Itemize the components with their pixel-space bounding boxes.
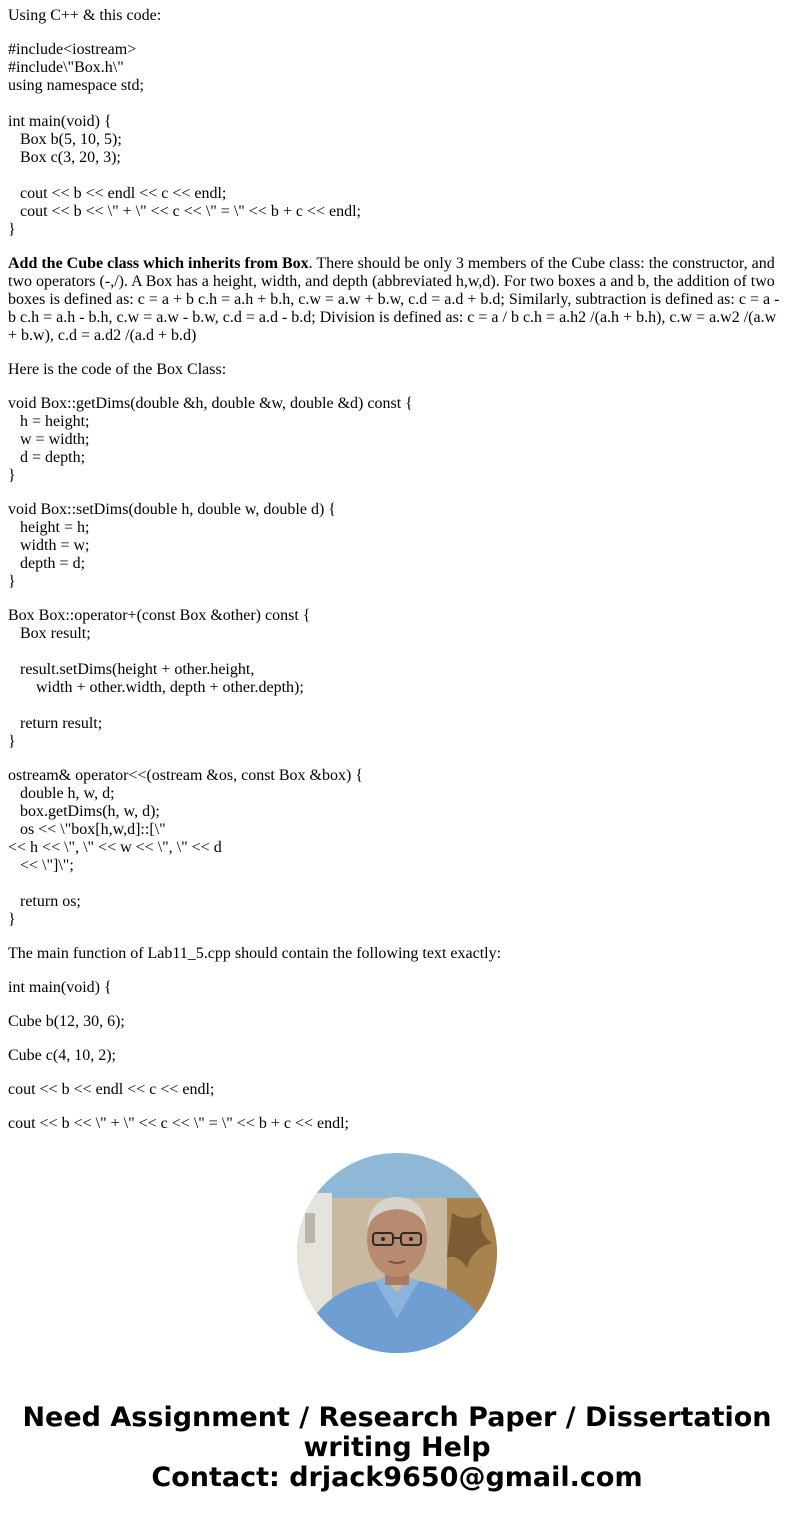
main-line: int main(void) { bbox=[8, 979, 112, 996]
task-lead: Add the Cube class which inherits from Box bbox=[8, 255, 309, 272]
box-operator-plus-code: Box Box::operator+(const Box &other) const { Box result; result.setDims(height + other.height, width + other.width, depth + other.depth); return result; } bbox=[8, 607, 311, 750]
main-line: cout << b << endl << c << endl; bbox=[8, 1081, 215, 1098]
question-body bbox=[8, 7, 786, 1149]
task-rest: . There should be only 3 members of the Cube class: the constructor, and two operators (-,/). A Box has a height, width, and depth (abbreviated h,w,d). For two boxes a and b, the addition of two boxes is defined as: c = a + b c.h = a.h + b.h, c.w = a.w + b.w, c.d = a.d + b.d; Similarly, subtraction is defined as: c = a - b c.h = a.h - b.h, c.w = a.w - b.w, c.d = a.d - b.d; Division is defined as: c = a / b c.h = a.h2 /(a.h + b.h), c.w = a.w2 /(a.w + b.w), c.d = a.d2 /(a.d + b.d) bbox=[8, 255, 784, 344]
box-getdims-code: void Box::getDims(double &h, double &w, double &d) const { h = height; w = width; d = depth; } bbox=[8, 395, 413, 484]
box-stream-operator-code: ostream& operator<<(ostream &os, const Box &box) { double h, w, d; box.getDims(h, w, d); os << \"box[h,w,d]::[\" << h << \", \" << w << \", \" << d << \"]\"; return os; } bbox=[8, 767, 363, 928]
main-line: Cube c(4, 10, 2); bbox=[8, 1047, 116, 1064]
main-line: Cube b(12, 30, 6); bbox=[8, 1013, 125, 1030]
main-function-intro: The main function of Lab11_5.cpp should contain the following text exactly: bbox=[8, 945, 502, 962]
task-description bbox=[8, 255, 786, 345]
author-portrait bbox=[297, 1153, 497, 1353]
box-class-intro: Here is the code of the Box Class: bbox=[8, 361, 227, 378]
portrait-illustration bbox=[297, 1153, 497, 1353]
box-setdims-code: void Box::setDims(double h, double w, double d) { height = h; width = w; depth = d; } bbox=[8, 501, 336, 590]
main-code-block: #include<iostream> #include\"Box.h\" using namespace std; int main(void) { Box b(5, 10, 5); Box c(3, 20, 3); cout << b << endl << c << endl; cout << b << \" + \" << c << \" = \" << b + c << endl; } bbox=[8, 41, 361, 238]
promo-banner bbox=[0, 1403, 794, 1493]
intro-text: Using C++ & this code: bbox=[8, 7, 162, 24]
main-line: cout << b << \" + \" << c << \" = \" << b + c << endl; bbox=[8, 1115, 349, 1132]
promo-contact: Contact: drjack9650@gmail.com bbox=[151, 1462, 643, 1493]
promo-line: Need Assignment / Research Paper / Dissertation bbox=[22, 1402, 772, 1433]
promo-line: writing Help bbox=[303, 1432, 491, 1463]
